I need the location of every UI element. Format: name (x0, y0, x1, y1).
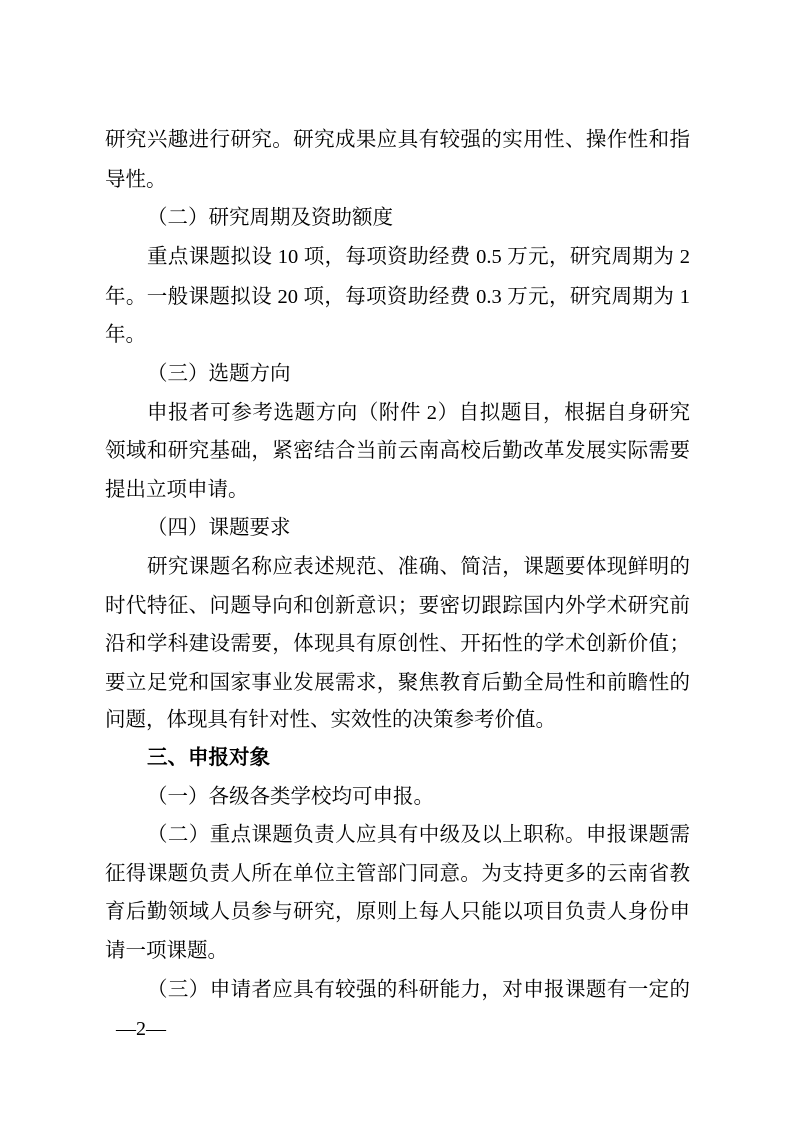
subsection-heading: （二）研究周期及资助额度 (147, 207, 393, 229)
text-line: 征得课题负责人所在单位主管部门同意。为支持更多的云南省教 (105, 863, 690, 885)
text-line: 领域和研究基础，紧密结合当前云南高校后勤改革发展实际需要 (105, 440, 690, 462)
text-line: 研究课题名称应表述规范、准确、简洁，课题要体现鲜明的 (147, 556, 690, 578)
text-line: 申报者可参考选题方向（附件 2）自拟题目，根据自身研究 (147, 402, 690, 424)
text-line: 请一项课题。 (105, 940, 228, 962)
text-line: 导性。 (105, 169, 167, 191)
text-line: （一）各级各类学校均可申报。 (147, 786, 434, 808)
text-line: 年。一般课题拟设 20 项，每项资助经费 0.3 万元，研究周期为 1 (105, 286, 690, 308)
text-line: 问题，体现具有针对性、实效性的决策参考价值。 (105, 709, 556, 731)
text-line: 研究兴趣进行研究。研究成果应具有较强的实用性、操作性和指 (105, 129, 690, 151)
subsection-heading: （四）课题要求 (147, 517, 291, 539)
page-number: —2— (116, 1018, 166, 1040)
text-line: 重点课题拟设 10 项，每项资助经费 0.5 万元，研究周期为 2 (147, 246, 690, 268)
text-line: 要立足党和国家事业发展需求，聚焦教育后勤全局性和前瞻性的 (105, 672, 690, 694)
text-line: 育后勤领域人员参与研究，原则上每人只能以项目负责人身份申 (105, 901, 690, 923)
text-line: 提出立项申请。 (105, 479, 249, 501)
text-line: 沿和学科建设需要，体现具有原创性、开拓性的学术创新价值； (105, 633, 690, 655)
subsection-heading: （三）选题方向 (147, 363, 291, 385)
text-line: （三）申请者应具有较强的科研能力，对申报课题有一定的 (147, 979, 690, 1001)
text-line: 时代特征、问题导向和创新意识；要密切跟踪国内外学术研究前 (105, 595, 690, 617)
text-line: （二）重点课题负责人应具有中级及以上职称。申报课题需 (147, 824, 690, 846)
section-heading: 三、申报对象 (147, 747, 270, 769)
text-line: 年。 (105, 324, 146, 346)
